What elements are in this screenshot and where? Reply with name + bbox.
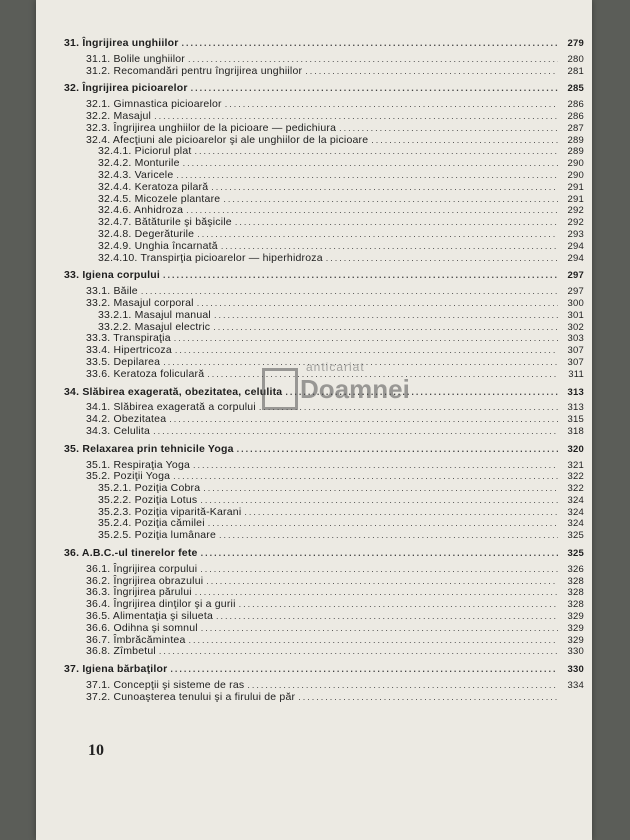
- entry-label: 37. Igiena bărbaţilor: [64, 663, 168, 676]
- toc-chapter-entry: [64, 83, 584, 95]
- dot-leader: [188, 54, 558, 66]
- entry-page-number: 322: [567, 483, 584, 495]
- entry-label: 34.1. Slăbirea exagerată a corpului: [86, 401, 256, 414]
- dot-leader: [174, 333, 558, 345]
- dot-leader: [182, 38, 559, 50]
- entry-label: 32. Îngrijirea picioarelor: [64, 82, 188, 95]
- entry-page-number: 294: [567, 240, 584, 252]
- entry-label: 36.5. Alimentaţia şi silueta: [86, 610, 214, 623]
- entry-label: 33. Igiena corpului: [64, 269, 160, 282]
- dot-leader: [203, 483, 558, 495]
- entry-page-number: 279: [567, 38, 584, 49]
- entry-page-number: 324: [567, 506, 584, 518]
- entry-page-number: 302: [567, 321, 584, 333]
- toc-section: [64, 83, 584, 264]
- entry-label: 36.4. Îngrijirea dinţilor şi a gurii: [86, 598, 236, 611]
- entry-label: 33.4. Hipertricoza: [86, 344, 172, 357]
- dot-leader: [191, 83, 558, 95]
- dot-leader: [201, 548, 558, 560]
- dot-leader: [183, 158, 558, 170]
- toc-chapter-entry: [64, 664, 584, 676]
- entry-page-number: 321: [567, 459, 584, 471]
- entry-page-number: 325: [567, 548, 584, 560]
- dot-leader: [195, 587, 558, 599]
- entry-page-number: 325: [567, 530, 584, 542]
- entry-label: 33.2. Masajul corporal: [86, 296, 194, 309]
- dot-leader: [208, 518, 558, 530]
- entry-label: 32.4.1. Piciorul plat: [98, 145, 192, 158]
- entry-page-number: 313: [567, 386, 584, 398]
- dot-leader: [221, 241, 558, 253]
- entry-label: 32.4.7. Bătăturile şi băşicile: [98, 216, 232, 229]
- toc-chapter-entry: [64, 270, 584, 282]
- toc-entry: [64, 298, 584, 310]
- watermark-main-text: Doamnei: [300, 374, 410, 404]
- entry-page-number: 324: [567, 494, 584, 506]
- dot-leader: [201, 623, 558, 635]
- watermark-top-text: anticariat: [306, 360, 365, 374]
- toc-entry: [64, 229, 584, 241]
- entry-page-number: 286: [567, 99, 584, 111]
- toc-section: [64, 664, 584, 703]
- entry-label: 33.6. Keratoza foliculară: [86, 367, 205, 380]
- entry-page-number: 280: [567, 53, 584, 65]
- toc-section: [64, 548, 584, 658]
- dot-leader: [200, 564, 558, 576]
- entry-page-number: 334: [567, 680, 584, 692]
- entry-label: 32.3. Îngrijirea unghiilor de la picioare — pedichiura: [86, 121, 337, 134]
- dot-leader: [189, 635, 558, 647]
- entry-label: 37.2. Cunoaşterea tenului şi a firului de păr: [86, 690, 296, 703]
- entry-page-number: 315: [567, 414, 584, 426]
- toc-section: [64, 38, 584, 77]
- toc-entry: [64, 241, 584, 253]
- dot-leader: [239, 599, 558, 611]
- entry-page-number: 328: [567, 599, 584, 611]
- entry-label: 36.3. Îngrijirea părului: [86, 586, 192, 599]
- dot-leader: [339, 123, 558, 135]
- entry-label: 35.2. Poziţii Yoga: [86, 470, 171, 483]
- entry-label: 34. Slăbirea exagerată, obezitatea, celulita: [64, 385, 283, 398]
- entry-label: 36.1. Îngrijirea corpului: [86, 562, 198, 575]
- toc-entry: [64, 123, 584, 135]
- entry-label: 35.1. Respiraţia Yoga: [86, 458, 191, 471]
- entry-label: 35.2.1. Poziţia Cobra: [98, 482, 201, 495]
- entry-label: 36.8. Zîmbetul: [86, 645, 156, 658]
- entry-page-number: 289: [567, 146, 584, 158]
- entry-page-number: 297: [567, 270, 584, 282]
- entry-page-number: 307: [567, 345, 584, 357]
- entry-page-number: 286: [567, 110, 584, 122]
- page-number: 10: [88, 742, 104, 759]
- dot-leader: [235, 217, 558, 229]
- dot-leader: [298, 692, 558, 704]
- dot-leader: [223, 194, 558, 206]
- entry-label: 33.2.2. Masajul electric: [98, 320, 211, 333]
- toc-entry: [64, 692, 584, 704]
- entry-label: 36.6. Odihna şi somnul: [86, 621, 198, 634]
- toc-entry: [64, 54, 584, 66]
- entry-label: 31.1. Bolile unghiilor: [86, 52, 185, 65]
- entry-page-number: 301: [567, 309, 584, 321]
- toc-chapter-entry: [64, 444, 584, 456]
- entry-label: 32.4.4. Keratoza pilară: [98, 180, 209, 193]
- dot-leader: [176, 170, 558, 182]
- entry-page-number: 303: [567, 333, 584, 345]
- entry-page-number: 329: [567, 622, 584, 634]
- toc-entry: [64, 182, 584, 194]
- dot-leader: [244, 507, 558, 519]
- entry-page-number: 328: [567, 575, 584, 587]
- dot-leader: [211, 182, 558, 194]
- entry-label: 35.2.3. Poziţia viparită-Karani: [98, 505, 242, 518]
- entry-page-number: 292: [567, 205, 584, 217]
- entry-label: 36.7. Îmbrăcămintea: [86, 633, 186, 646]
- entry-page-number: 329: [567, 634, 584, 646]
- watermark-logo: [262, 360, 412, 440]
- entry-page-number: 324: [567, 518, 584, 530]
- dot-leader: [159, 646, 558, 658]
- entry-label: 33.2.1. Masajul manual: [98, 308, 211, 321]
- entry-page-number: 289: [567, 134, 584, 146]
- entry-label: 36. A.B.C.-ul tinerelor fete: [64, 547, 198, 560]
- dot-leader: [186, 205, 558, 217]
- entry-label: 35.2.2. Poziţia Lotus: [98, 493, 198, 506]
- dot-leader: [219, 530, 558, 542]
- toc-entry: [64, 564, 584, 576]
- toc-entry: [64, 170, 584, 182]
- toc-entry: [64, 623, 584, 635]
- dot-leader: [371, 135, 558, 147]
- entry-label: 32.4.3. Varicele: [98, 168, 174, 181]
- entry-page-number: 294: [567, 252, 584, 264]
- entry-page-number: 313: [567, 402, 584, 414]
- entry-label: 32.4.9. Unghia încarnată: [98, 239, 218, 252]
- entry-page-number: 281: [567, 65, 584, 77]
- entry-label: 34.3. Celulita: [86, 424, 151, 437]
- dot-leader: [141, 286, 558, 298]
- dot-leader: [170, 664, 558, 676]
- entry-label: 32.4.6. Anhidroza: [98, 204, 184, 217]
- entry-label: 33.1. Băile: [86, 285, 138, 298]
- entry-page-number: 311: [568, 368, 584, 380]
- dot-leader: [175, 345, 558, 357]
- entry-page-number: 330: [567, 664, 584, 676]
- dot-leader: [237, 444, 558, 456]
- dot-leader: [197, 229, 558, 241]
- entry-page-number: 320: [567, 443, 584, 455]
- entry-label: 31. Îngrijirea unghiilor: [64, 37, 179, 49]
- toc-section: [64, 444, 584, 542]
- dot-leader: [206, 576, 558, 588]
- dot-leader: [326, 253, 558, 265]
- entry-page-number: 297: [567, 286, 584, 298]
- entry-label: 36.2. Îngrijirea obrazului: [86, 574, 204, 587]
- dot-leader: [173, 471, 558, 483]
- toc-entry: [64, 495, 584, 507]
- dot-leader: [214, 310, 558, 322]
- entry-page-number: 285: [567, 83, 584, 95]
- toc-entry: [64, 310, 584, 322]
- dot-leader: [305, 66, 558, 78]
- dot-leader: [200, 495, 558, 507]
- entry-label: 32.4.2. Monturile: [98, 157, 180, 170]
- toc-chapter-entry: [64, 38, 584, 50]
- entry-page-number: 328: [567, 587, 584, 599]
- dot-leader: [225, 99, 558, 111]
- entry-page-number: 293: [567, 228, 584, 240]
- dot-leader: [213, 322, 558, 334]
- entry-page-number: 292: [567, 217, 584, 229]
- entry-label: 37.1. Concepţii şi sisteme de ras: [86, 679, 245, 692]
- book-icon: [262, 368, 298, 410]
- entry-page-number: 329: [567, 611, 584, 623]
- entry-label: 32.4.5. Micozele plantare: [98, 192, 221, 205]
- toc-entry: [64, 646, 584, 658]
- entry-page-number: 300: [567, 297, 584, 309]
- entry-page-number: 291: [567, 181, 584, 193]
- entry-label: 35.2.5. Poziţia lumânare: [98, 529, 217, 542]
- entry-page-number: 318: [567, 425, 584, 437]
- dot-leader: [163, 270, 558, 282]
- entry-label: 32.2. Masajul: [86, 109, 152, 122]
- entry-page-number: 287: [567, 122, 584, 134]
- entry-label: 34.2. Obezitatea: [86, 413, 167, 426]
- dot-leader: [197, 298, 558, 310]
- dot-leader: [216, 611, 558, 623]
- entry-page-number: 326: [567, 563, 584, 575]
- toc-entry: [64, 66, 584, 78]
- entry-label: 33.3. Transpiraţia: [86, 332, 171, 345]
- entry-label: 35. Relaxarea prin tehnicile Yoga: [64, 442, 234, 455]
- dot-leader: [193, 460, 558, 472]
- entry-page-number: 307: [567, 356, 584, 368]
- entry-label: 32.4.10. Transpirţia picioarelor — hiperhidroza: [98, 251, 323, 264]
- toc-entry: [64, 253, 584, 265]
- entry-page-number: 290: [567, 169, 584, 181]
- entry-page-number: 322: [567, 471, 584, 483]
- entry-label: 32.4.8. Degerăturile: [98, 227, 195, 240]
- entry-page-number: 291: [567, 193, 584, 205]
- toc-chapter-entry: [64, 548, 584, 560]
- entry-label: 32.1. Gimnastica picioarelor: [86, 98, 222, 111]
- dot-leader: [195, 146, 558, 158]
- entry-page-number: 290: [567, 158, 584, 170]
- dot-leader: [154, 111, 558, 123]
- entry-label: 31.2. Recomandări pentru îngrijirea unghiilor: [86, 64, 303, 77]
- toc-entry: [64, 111, 584, 123]
- entry-label: 32.4. Afecţiuni ale picioarelor şi ale unghiilor de la picioare: [86, 133, 369, 146]
- entry-label: 33.5. Depilarea: [86, 355, 161, 368]
- entry-label: 35.2.4. Poziţia cămilei: [98, 517, 205, 530]
- entry-page-number: 330: [567, 646, 584, 658]
- toc-entry: [64, 530, 584, 542]
